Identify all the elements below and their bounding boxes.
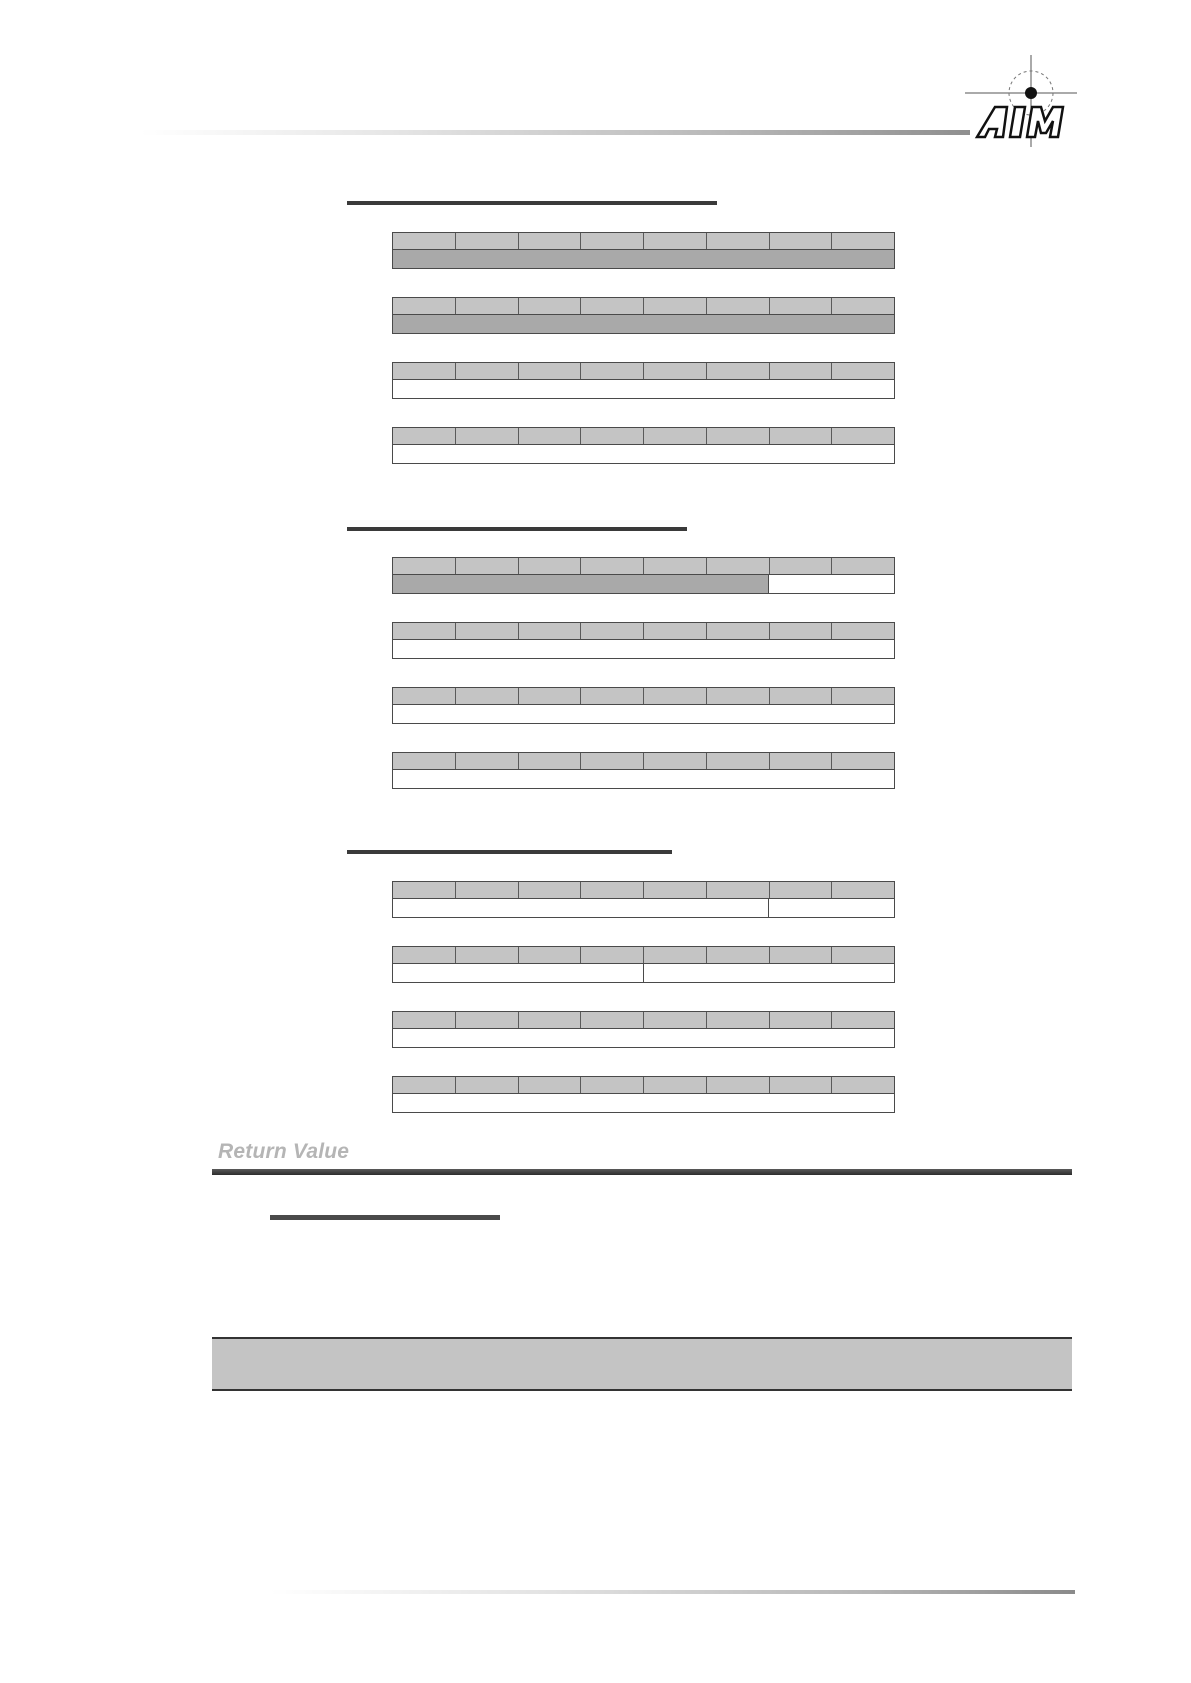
bit-cell	[770, 688, 833, 704]
bit-cell	[393, 1077, 456, 1093]
register-3-3	[392, 1011, 895, 1048]
register-fields	[392, 250, 895, 269]
bit-cell	[832, 1077, 894, 1093]
bit-cell	[644, 753, 707, 769]
bit-cell	[644, 428, 707, 444]
bit-cell	[581, 623, 644, 639]
register-fields	[392, 445, 895, 464]
return-value-table-header	[212, 1337, 1072, 1391]
bit-cell	[456, 688, 519, 704]
register-bit-header	[392, 427, 895, 445]
register-bit-header	[392, 232, 895, 250]
register-bit-header	[392, 946, 895, 964]
section-2-heading-rule	[347, 527, 687, 531]
bit-cell	[707, 1077, 770, 1093]
bit-cell	[393, 233, 456, 249]
register-2-4	[392, 752, 895, 789]
register-bit-header	[392, 1076, 895, 1094]
register-fields	[392, 964, 895, 983]
bit-cell	[644, 558, 707, 574]
bit-cell	[770, 428, 833, 444]
bit-cell	[832, 947, 894, 963]
register-field	[393, 770, 894, 788]
bit-cell	[581, 882, 644, 898]
register-fields	[392, 315, 895, 334]
bit-cell	[770, 1077, 833, 1093]
register-3-2	[392, 946, 895, 983]
register-bit-header	[392, 1011, 895, 1029]
bit-cell	[832, 1012, 894, 1028]
bit-cell	[832, 233, 894, 249]
bit-cell	[519, 428, 582, 444]
bit-cell	[519, 558, 582, 574]
register-fields	[392, 1094, 895, 1113]
register-1-4	[392, 427, 895, 464]
return-value-subheading-rule	[270, 1215, 500, 1220]
bit-cell	[707, 363, 770, 379]
bit-cell	[581, 947, 644, 963]
bit-cell	[707, 688, 770, 704]
register-field	[393, 1029, 894, 1047]
register-fields	[392, 575, 895, 594]
bit-cell	[770, 882, 833, 898]
register-bit-header	[392, 297, 895, 315]
register-field	[393, 705, 894, 723]
bit-cell	[519, 688, 582, 704]
bit-cell	[581, 1077, 644, 1093]
bit-cell	[456, 1077, 519, 1093]
bit-cell	[832, 882, 894, 898]
bit-cell	[456, 882, 519, 898]
register-bit-header	[392, 557, 895, 575]
bit-cell	[393, 363, 456, 379]
bit-cell	[519, 233, 582, 249]
register-field	[644, 964, 895, 982]
bit-cell	[832, 688, 894, 704]
register-bit-header	[392, 881, 895, 899]
bit-cell	[707, 428, 770, 444]
bit-cell	[707, 623, 770, 639]
bit-cell	[456, 298, 519, 314]
register-field	[393, 899, 769, 917]
section-1-heading-rule	[347, 201, 717, 205]
register-bit-header	[392, 687, 895, 705]
bit-cell	[519, 623, 582, 639]
bit-cell	[456, 363, 519, 379]
bit-cell	[393, 558, 456, 574]
bit-cell	[770, 298, 833, 314]
register-field	[393, 964, 644, 982]
register-field	[393, 1094, 894, 1112]
header-rule	[140, 130, 970, 135]
bit-cell	[456, 947, 519, 963]
register-field	[393, 575, 769, 593]
register-fields	[392, 899, 895, 918]
register-2-1	[392, 557, 895, 594]
bit-cell	[519, 882, 582, 898]
aim-logo-icon	[965, 55, 1077, 147]
register-fields	[392, 1029, 895, 1048]
bit-cell	[832, 623, 894, 639]
bit-cell	[644, 1012, 707, 1028]
bit-cell	[393, 428, 456, 444]
register-2-3	[392, 687, 895, 724]
bit-cell	[644, 947, 707, 963]
register-field	[393, 640, 894, 658]
bit-cell	[519, 363, 582, 379]
bit-cell	[393, 947, 456, 963]
bit-cell	[456, 1012, 519, 1028]
bit-cell	[456, 428, 519, 444]
bit-cell	[832, 428, 894, 444]
bit-cell	[707, 233, 770, 249]
bit-cell	[644, 1077, 707, 1093]
bit-cell	[456, 753, 519, 769]
footer-rule	[270, 1590, 1075, 1594]
bit-cell	[707, 753, 770, 769]
bit-cell	[770, 753, 833, 769]
bit-cell	[581, 1012, 644, 1028]
bit-cell	[770, 623, 833, 639]
register-field	[769, 899, 894, 917]
register-field	[393, 250, 894, 268]
bit-cell	[707, 298, 770, 314]
bit-cell	[707, 1012, 770, 1028]
register-fields	[392, 770, 895, 789]
bit-cell	[581, 233, 644, 249]
register-fields	[392, 640, 895, 659]
register-1-3	[392, 362, 895, 399]
bit-cell	[644, 623, 707, 639]
register-field	[393, 380, 894, 398]
bit-cell	[456, 558, 519, 574]
bit-cell	[832, 363, 894, 379]
bit-cell	[581, 363, 644, 379]
register-1-2	[392, 297, 895, 334]
bit-cell	[393, 688, 456, 704]
register-field	[393, 315, 894, 333]
bit-cell	[770, 558, 833, 574]
bit-cell	[393, 753, 456, 769]
bit-cell	[770, 233, 833, 249]
return-value-title: Return Value	[218, 1140, 350, 1163]
bit-cell	[393, 882, 456, 898]
bit-cell	[707, 882, 770, 898]
bit-cell	[581, 558, 644, 574]
bit-cell	[581, 753, 644, 769]
register-bit-header	[392, 622, 895, 640]
bit-cell	[393, 298, 456, 314]
section-3-heading-rule	[347, 850, 672, 854]
bit-cell	[519, 947, 582, 963]
bit-cell	[770, 363, 833, 379]
bit-cell	[644, 233, 707, 249]
bit-cell	[707, 558, 770, 574]
register-2-2	[392, 622, 895, 659]
bit-cell	[581, 298, 644, 314]
register-bit-header	[392, 752, 895, 770]
return-value-rule	[212, 1169, 1072, 1175]
bit-cell	[644, 363, 707, 379]
register-3-4	[392, 1076, 895, 1113]
bit-cell	[519, 753, 582, 769]
bit-cell	[519, 1012, 582, 1028]
bit-cell	[832, 558, 894, 574]
bit-cell	[581, 428, 644, 444]
register-fields	[392, 705, 895, 724]
bit-cell	[644, 298, 707, 314]
register-fields	[392, 380, 895, 399]
bit-cell	[456, 623, 519, 639]
register-3-1	[392, 881, 895, 918]
register-field	[769, 575, 894, 593]
bit-cell	[519, 1077, 582, 1093]
bit-cell	[832, 298, 894, 314]
aim-logo	[965, 55, 1077, 147]
register-bit-header	[392, 362, 895, 380]
bit-cell	[393, 1012, 456, 1028]
register-1-1	[392, 232, 895, 269]
bit-cell	[519, 298, 582, 314]
bit-cell	[832, 753, 894, 769]
bit-cell	[707, 947, 770, 963]
bit-cell	[644, 882, 707, 898]
bit-cell	[393, 623, 456, 639]
bit-cell	[644, 688, 707, 704]
register-field	[393, 445, 894, 463]
bit-cell	[581, 688, 644, 704]
bit-cell	[770, 1012, 833, 1028]
bit-cell	[770, 947, 833, 963]
bit-cell	[456, 233, 519, 249]
